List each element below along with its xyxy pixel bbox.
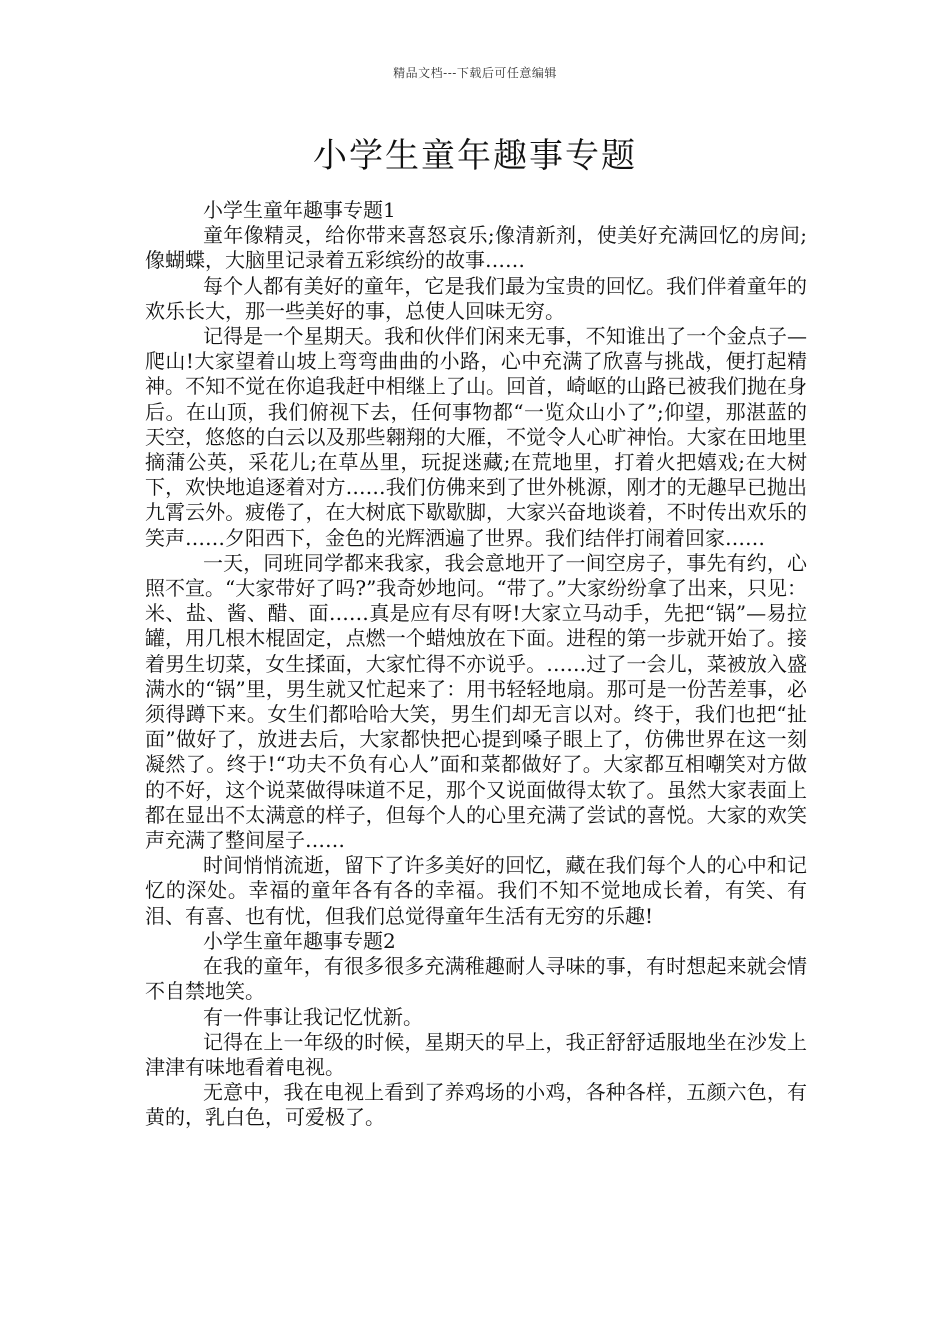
paragraph: 童年像精灵，给你带来喜怒哀乐;像清新剂，使美好充满回忆的房间;像蝴蝶，大脑里记录着五彩缤纷的故事…… [145, 223, 807, 273]
page-header: 精品文档---下载后可任意编辑 [393, 66, 557, 80]
document-body [145, 198, 807, 1131]
document-title: 小学生童年趣事专题 [313, 136, 637, 176]
paragraph: 在我的童年，有很多很多充满稚趣耐人寻味的事，有时想起来就会情不自禁地笑。 [145, 954, 807, 1004]
paragraph: 记得是一个星期天。我和伙伴们闲来无事，不知谁出了一个金点子—爬山!大家望着山坡上弯弯曲曲的小路，心中充满了欣喜与挑战，便打起精神。不知不觉在你追我赶中相继上了山。回首，崎岖的山路已被我们抛在身后。在山顶，我们俯视下去，任何事物都“一览众山小了”;仰望，那湛蓝的天空，悠悠的白云以及那些翱翔的大雁，不觉令人心旷神怡。大家在田地里摘蒲公英，采花儿;在草丛里，玩捉迷藏;在荒地里，打着火把嬉戏;在大树下，欢快地追逐着对方……我们仿佛来到了世外桃源，刚才的无趣早已抛出九霄云外。疲倦了，在大树底下歇歇脚，大家兴奋地谈着，不时传出欢乐的笑声……夕阳西下，金色的光辉洒遍了世界。我们结伴打闹着回家…… [145, 324, 807, 550]
paragraph: 有一件事让我记忆忧新。 [203, 1004, 423, 1029]
paragraph: 无意中，我在电视上看到了养鸡场的小鸡，各种各样，五颜六色，有黄的，乳白色，可爱极了。 [145, 1080, 807, 1130]
paragraph: 每个人都有美好的童年，它是我们最为宝贵的回忆。我们伴着童年的欢乐长大，那一些美好的事，总使人回味无穷。 [145, 273, 807, 323]
paragraph: 记得在上一年级的时候，星期天的早上，我正舒舒适服地坐在沙发上津津有味地看着电视。 [145, 1029, 807, 1079]
section-heading-1: 小学生童年趣事专题1 [203, 198, 396, 222]
paragraph: 时间悄悄流逝，留下了许多美好的回忆，藏在我们每个人的心中和记忆的深处。幸福的童年各有各的幸福。我们不知不觉地成长着，有笑、有泪、有喜、也有忧，但我们总觉得童年生活有无穷的乐趣! [145, 853, 807, 928]
section-heading-2: 小学生童年趣事专题2 [203, 928, 396, 953]
paragraph: 一天，同班同学都来我家，我会意地开了一间空房子，事先有约，心照不宣。“大家带好了吗?”我奇妙地问。“带了。”大家纷纷拿了出来，只见：米、盐、酱、醋、面……真是应有尽有呀!大家立马动手，先把“锅”—易拉罐，用几根木棍固定，点燃一个蜡烛放在下面。进程的第一步就开始了。接着男生切菜，女生揉面，大家忙得不亦说乎。……过了一会儿，菜被放入盛满水的“锅”里，男生就又忙起来了：用书轻轻地扇。那可是一份苦差事，必须得蹲下来。女生们都哈哈大笑，男生们却无言以对。终于，我们也把“扯面”做好了，放进去后，大家都快把心提到嗓子眼上了，仿佛世界在这一刻凝然了。终于!“功夫不负有心人”面和菜都做好了。大家都互相嘲笑对方做的不好，这个说菜做得味道不足，那个又说面做得太软了。虽然大家表面上都在显出不太满意的样子，但每个人的心里充满了尝试的喜悦。大家的欢笑声充满了整间屋子…… [145, 550, 807, 853]
